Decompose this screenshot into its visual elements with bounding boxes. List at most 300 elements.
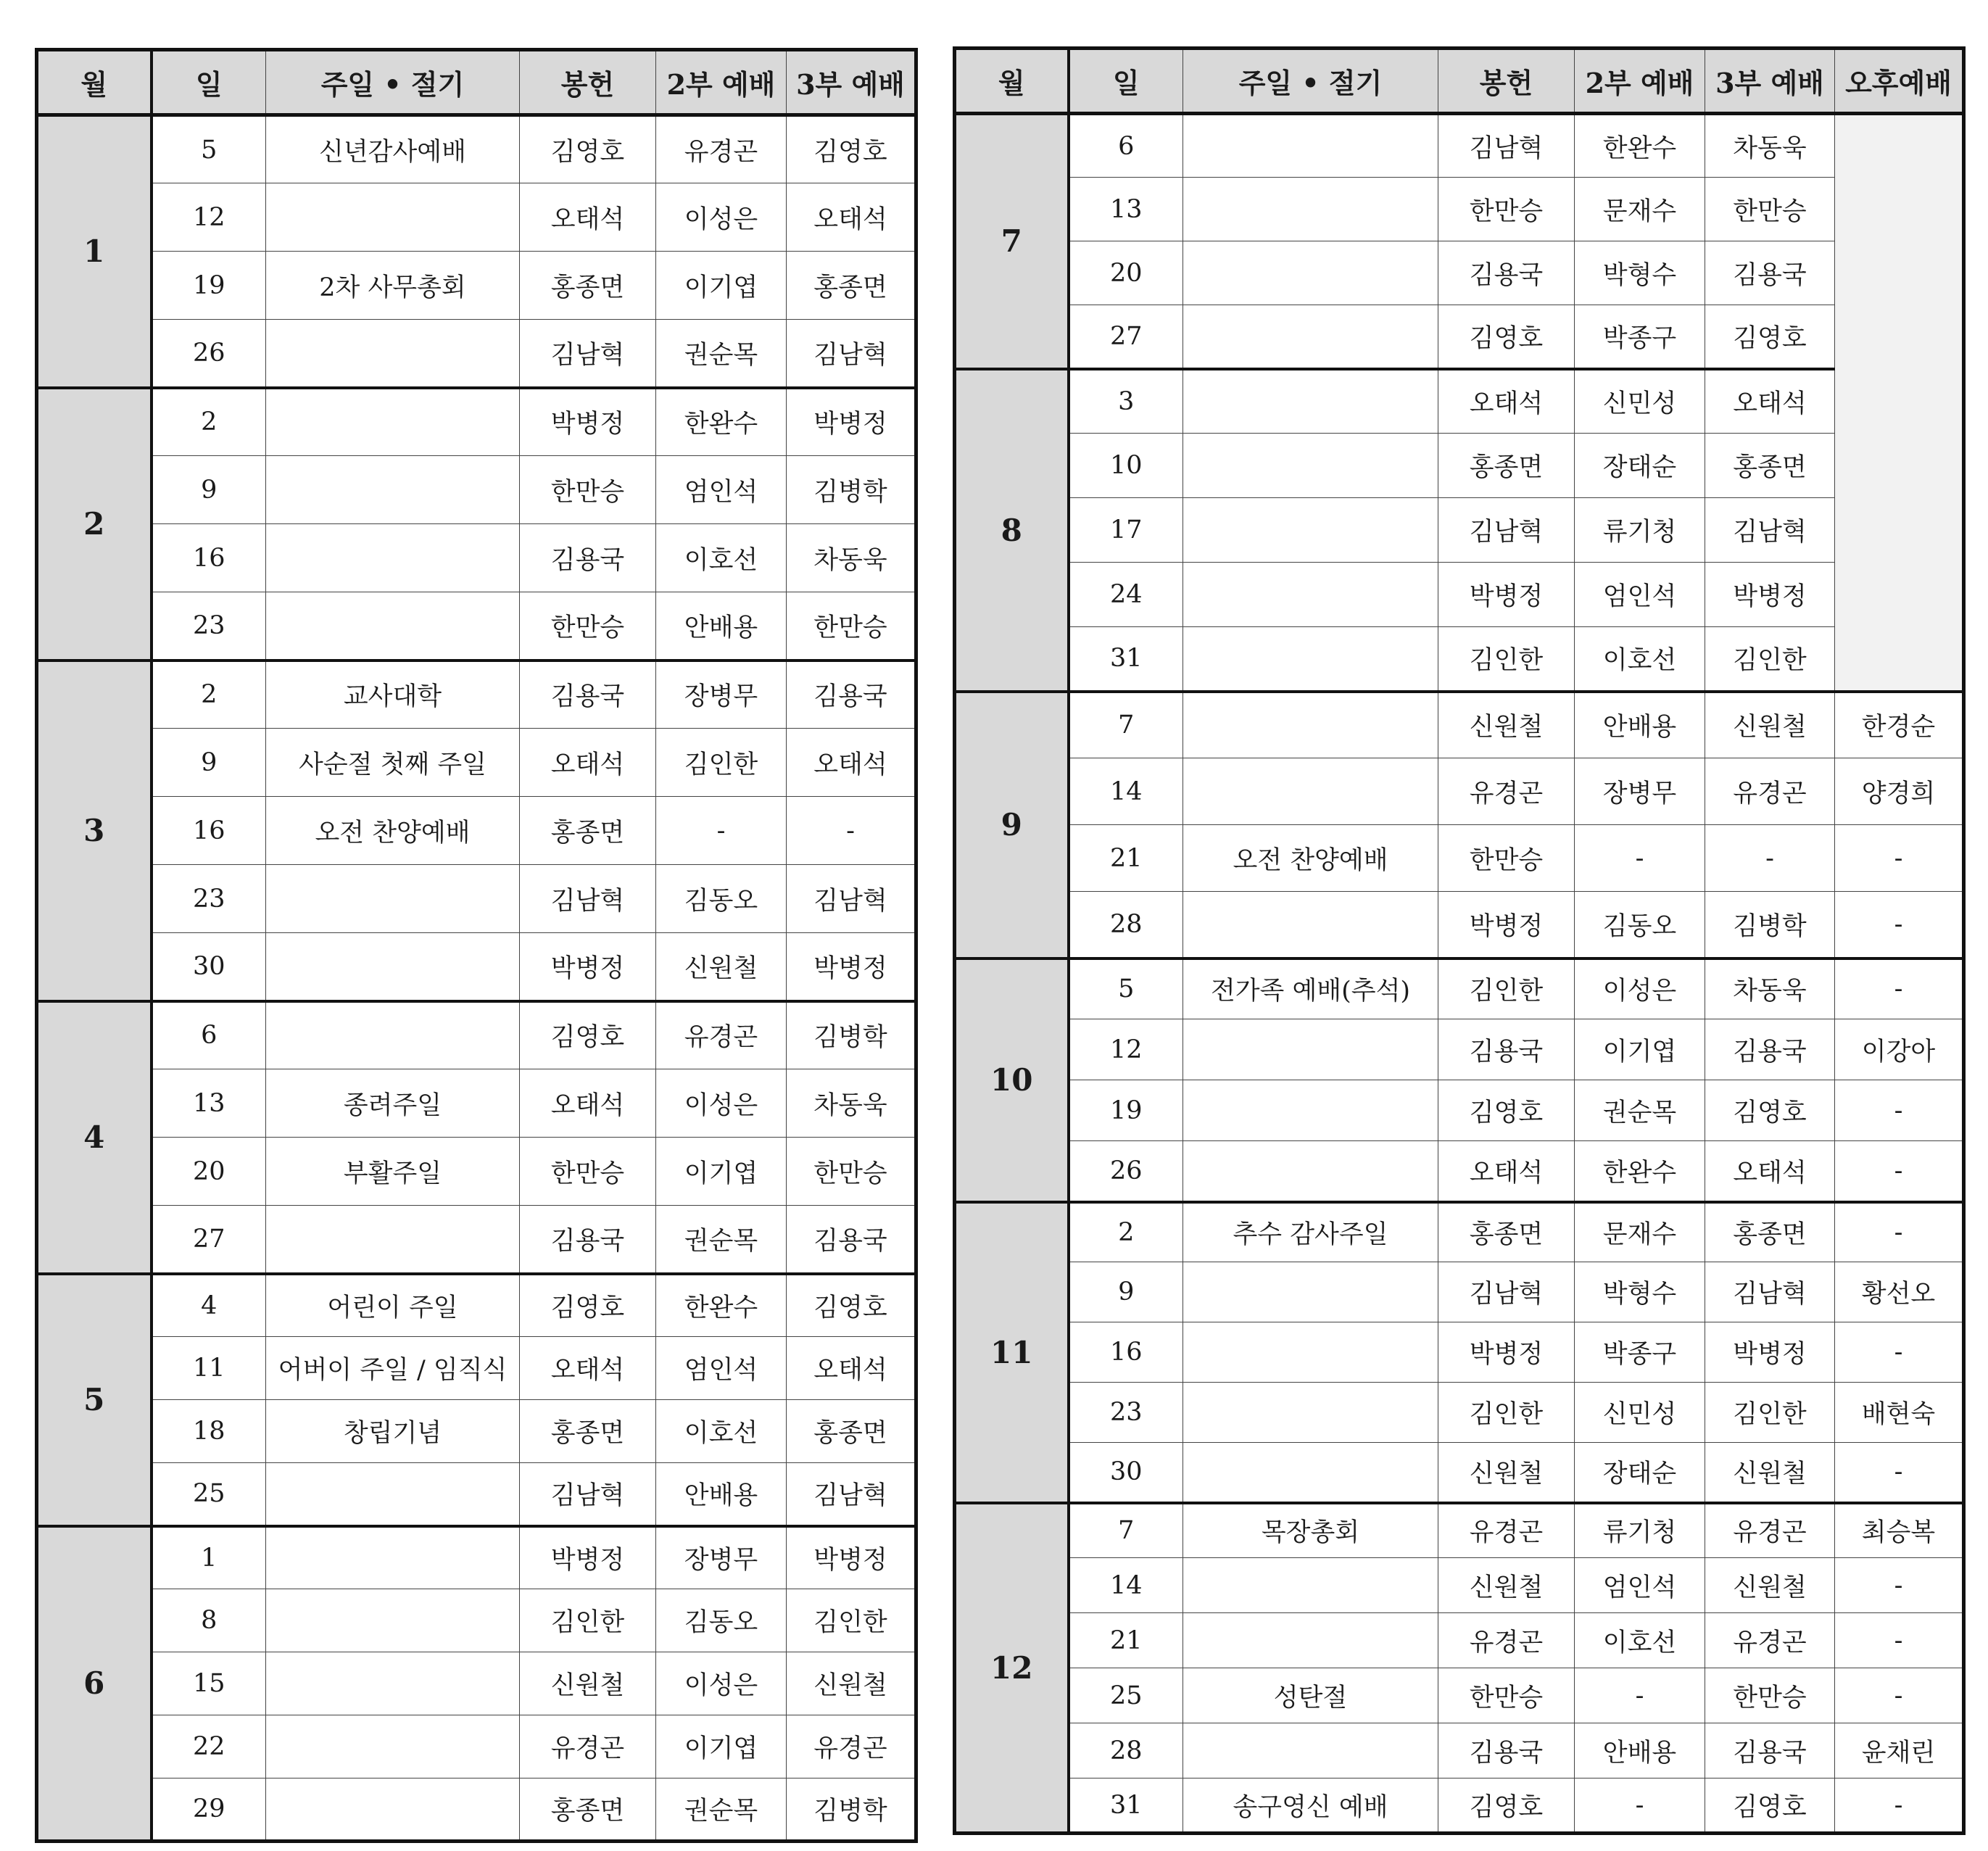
service-3-cell: 차동욱 [787, 524, 916, 592]
service-2-cell: 김동오 [656, 865, 787, 933]
service-3-cell: 김병학 [1705, 892, 1835, 958]
offering-cell: 박병정 [1438, 563, 1575, 627]
offering-cell: 신원철 [520, 1652, 656, 1715]
offering-cell: 김영호 [520, 1001, 656, 1069]
offering-cell: 한만승 [1438, 178, 1575, 241]
day-cell: 25 [1069, 1668, 1183, 1723]
header-month: 월 [37, 50, 152, 115]
event-cell [1183, 1141, 1438, 1202]
day-cell: 19 [152, 252, 266, 320]
table-row [37, 865, 916, 933]
table-row [37, 388, 916, 456]
day-cell: 21 [1069, 825, 1183, 892]
table-row [37, 797, 916, 865]
service-2-cell: 이기엽 [656, 1715, 787, 1778]
day-cell: 20 [152, 1138, 266, 1206]
month-cell: 10 [955, 958, 1069, 1202]
table-row [955, 1322, 1964, 1383]
service-3-cell: 김영호 [1705, 1080, 1835, 1141]
month-cell: 4 [37, 1001, 152, 1274]
table-row [37, 592, 916, 661]
service-2-cell: 엄인석 [1575, 563, 1705, 627]
offering-cell: 김남혁 [1438, 114, 1575, 178]
service-2-cell: 장병무 [656, 661, 787, 729]
table-row [37, 933, 916, 1001]
table-row [37, 1463, 916, 1526]
day-cell: 2 [152, 661, 266, 729]
service-3-cell: 신원철 [787, 1652, 916, 1715]
service-3-cell: 김용국 [1705, 241, 1835, 305]
offering-cell: 유경곤 [520, 1715, 656, 1778]
event-cell [266, 1526, 520, 1589]
header-offering: 봉헌 [520, 50, 656, 115]
offering-cell: 홍종면 [520, 1400, 656, 1463]
offering-cell: 김남혁 [1438, 498, 1575, 563]
service-3-cell: 오태석 [787, 183, 916, 252]
day-cell: 12 [152, 183, 266, 252]
month-cell: 3 [37, 661, 152, 1001]
table-row [37, 1400, 916, 1463]
day-cell: 9 [1069, 1262, 1183, 1322]
header-month: 월 [955, 49, 1069, 114]
day-cell: 31 [1069, 627, 1183, 692]
month-cell: 7 [955, 114, 1069, 369]
event-cell [1183, 1558, 1438, 1613]
event-cell [1183, 1322, 1438, 1383]
offering-cell: 박병정 [520, 388, 656, 456]
day-cell: 28 [1069, 892, 1183, 958]
service-2-cell: 장태순 [1575, 1443, 1705, 1503]
service-2-cell: 이호선 [1575, 627, 1705, 692]
table-row [955, 1723, 1964, 1778]
event-cell: 목장총회 [1183, 1503, 1438, 1558]
table-row [37, 1715, 916, 1778]
table-row [955, 369, 1964, 434]
offering-cell: 홍종면 [520, 1778, 656, 1842]
afternoon-service-cell: - [1835, 958, 1964, 1019]
day-cell: 7 [1069, 692, 1183, 758]
service-2-cell: 안배용 [1575, 1723, 1705, 1778]
schedule-table-jan-jun [35, 48, 918, 1843]
table-row [37, 1274, 916, 1337]
table-row [955, 958, 1964, 1019]
offering-cell: 박병정 [1438, 892, 1575, 958]
offering-cell: 오태석 [520, 729, 656, 797]
header-afternoon-service: 오후예배 [1835, 49, 1964, 114]
table-body [955, 114, 1964, 1834]
day-cell: 24 [1069, 563, 1183, 627]
afternoon-service-cell: - [1835, 1080, 1964, 1141]
service-2-cell: 장병무 [656, 1526, 787, 1589]
day-cell: 13 [152, 1069, 266, 1138]
event-cell: 교사대학 [266, 661, 520, 729]
day-cell: 29 [152, 1778, 266, 1842]
service-3-cell: 김남혁 [1705, 1262, 1835, 1322]
afternoon-service-cell: 이강아 [1835, 1019, 1964, 1080]
table-row [955, 627, 1964, 692]
service-2-cell: 신민성 [1575, 1383, 1705, 1443]
header-row [37, 50, 916, 115]
service-2-cell: 장태순 [1575, 434, 1705, 498]
service-3-cell: 차동욱 [1705, 958, 1835, 1019]
service-2-cell: 권순목 [1575, 1080, 1705, 1141]
service-2-cell: 엄인석 [1575, 1558, 1705, 1613]
header-offering: 봉헌 [1438, 49, 1575, 114]
offering-cell: 신원철 [1438, 1443, 1575, 1503]
offering-cell: 한만승 [520, 456, 656, 524]
event-cell [1183, 1613, 1438, 1668]
event-cell [266, 456, 520, 524]
service-2-cell: 박종구 [1575, 305, 1705, 369]
afternoon-service-cell: - [1835, 1141, 1964, 1202]
service-2-cell: 한완수 [1575, 114, 1705, 178]
offering-cell: 유경곤 [1438, 758, 1575, 825]
service-3-cell: 신원철 [1705, 1558, 1835, 1613]
header-row [955, 49, 1964, 114]
event-cell [1183, 627, 1438, 692]
service-2-cell: 이성은 [656, 183, 787, 252]
service-3-cell: 한만승 [787, 592, 916, 661]
table-row [955, 892, 1964, 958]
table-row [37, 183, 916, 252]
table-row [955, 434, 1964, 498]
event-cell [1183, 1262, 1438, 1322]
day-cell: 10 [1069, 434, 1183, 498]
service-2-cell: 이기엽 [1575, 1019, 1705, 1080]
offering-cell: 홍종면 [520, 797, 656, 865]
event-cell: 오전 찬양예배 [266, 797, 520, 865]
table-row [955, 1778, 1964, 1834]
service-2-cell: 이호선 [1575, 1613, 1705, 1668]
service-2-cell: 이호선 [656, 1400, 787, 1463]
service-2-cell: 김동오 [1575, 892, 1705, 958]
service-3-cell: 박병정 [1705, 1322, 1835, 1383]
service-2-cell: 안배용 [1575, 692, 1705, 758]
table-body [37, 115, 916, 1842]
service-2-cell: 김인한 [656, 729, 787, 797]
header-service-3: 3부 예배 [1705, 49, 1835, 114]
offering-cell: 박병정 [520, 1526, 656, 1589]
event-cell [266, 1001, 520, 1069]
service-3-cell: 김영호 [787, 115, 916, 183]
table-row [37, 320, 916, 388]
event-cell [266, 1589, 520, 1652]
table-row [955, 1262, 1964, 1322]
offering-cell: 김남혁 [520, 1463, 656, 1526]
table-row [37, 1337, 916, 1400]
afternoon-service-blank [1835, 114, 1964, 692]
service-3-cell: 김남혁 [787, 320, 916, 388]
afternoon-service-cell: - [1835, 1443, 1964, 1503]
offering-cell: 김인한 [1438, 627, 1575, 692]
service-3-cell: 오태석 [1705, 1141, 1835, 1202]
table-row [37, 1526, 916, 1589]
service-2-cell: 박종구 [1575, 1322, 1705, 1383]
day-cell: 17 [1069, 498, 1183, 563]
service-3-cell: 김남혁 [1705, 498, 1835, 563]
table-row [37, 252, 916, 320]
offering-cell: 한만승 [520, 592, 656, 661]
offering-cell: 오태석 [1438, 369, 1575, 434]
afternoon-service-cell: - [1835, 1778, 1964, 1834]
offering-cell: 오태석 [1438, 1141, 1575, 1202]
afternoon-service-cell: 한경순 [1835, 692, 1964, 758]
event-cell: 전가족 예배(추석) [1183, 958, 1438, 1019]
service-3-cell: 오태석 [787, 729, 916, 797]
service-3-cell: 박병정 [787, 933, 916, 1001]
event-cell: 어버이 주일 / 임직식 [266, 1337, 520, 1400]
table-row [955, 1202, 1964, 1262]
afternoon-service-cell: - [1835, 1322, 1964, 1383]
event-cell [266, 183, 520, 252]
table-row [955, 114, 1964, 178]
event-cell: 부활주일 [266, 1138, 520, 1206]
offering-cell: 오태석 [520, 1069, 656, 1138]
table-row [955, 758, 1964, 825]
event-cell [1183, 1019, 1438, 1080]
day-cell: 11 [152, 1337, 266, 1400]
day-cell: 14 [1069, 758, 1183, 825]
offering-cell: 김인한 [1438, 958, 1575, 1019]
service-2-cell: 이기엽 [656, 252, 787, 320]
month-cell: 9 [955, 692, 1069, 958]
day-cell: 25 [152, 1463, 266, 1526]
day-cell: 23 [152, 592, 266, 661]
afternoon-service-cell: - [1835, 1558, 1964, 1613]
service-2-cell: 한완수 [656, 1274, 787, 1337]
event-cell [1183, 563, 1438, 627]
afternoon-service-cell: 양경희 [1835, 758, 1964, 825]
table-row [955, 563, 1964, 627]
day-cell: 16 [1069, 1322, 1183, 1383]
day-cell: 9 [152, 456, 266, 524]
service-3-cell: - [787, 797, 916, 865]
day-cell: 20 [1069, 241, 1183, 305]
service-3-cell: 유경곤 [1705, 1503, 1835, 1558]
event-cell [1183, 692, 1438, 758]
service-3-cell: 김인한 [787, 1589, 916, 1652]
event-cell: 종려주일 [266, 1069, 520, 1138]
service-2-cell: 이호선 [656, 524, 787, 592]
service-3-cell: 김영호 [787, 1274, 916, 1337]
day-cell: 26 [1069, 1141, 1183, 1202]
event-cell [1183, 758, 1438, 825]
service-3-cell: 김인한 [1705, 627, 1835, 692]
offering-cell: 김남혁 [520, 320, 656, 388]
service-2-cell: - [656, 797, 787, 865]
month-cell: 5 [37, 1274, 152, 1526]
event-cell [1183, 114, 1438, 178]
service-2-cell: 엄인석 [656, 1337, 787, 1400]
event-cell [1183, 1443, 1438, 1503]
table-row [37, 1206, 916, 1274]
service-3-cell: 신원철 [1705, 692, 1835, 758]
header-service-2: 2부 예배 [656, 50, 787, 115]
day-cell: 13 [1069, 178, 1183, 241]
event-cell: 창립기념 [266, 1400, 520, 1463]
event-cell: 2차 사무총회 [266, 252, 520, 320]
service-3-cell: 김남혁 [787, 865, 916, 933]
service-3-cell: 김용국 [787, 661, 916, 729]
day-cell: 30 [152, 933, 266, 1001]
day-cell: 5 [1069, 958, 1183, 1019]
service-2-cell: 신민성 [1575, 369, 1705, 434]
month-cell: 2 [37, 388, 152, 661]
day-cell: 26 [152, 320, 266, 388]
service-2-cell: - [1575, 825, 1705, 892]
day-cell: 7 [1069, 1503, 1183, 1558]
header-service-2: 2부 예배 [1575, 49, 1705, 114]
service-2-cell: 장병무 [1575, 758, 1705, 825]
offering-cell: 홍종면 [520, 252, 656, 320]
service-3-cell: 유경곤 [1705, 758, 1835, 825]
day-cell: 21 [1069, 1613, 1183, 1668]
event-cell [1183, 241, 1438, 305]
service-3-cell: 김인한 [1705, 1383, 1835, 1443]
event-cell [266, 1715, 520, 1778]
day-cell: 27 [152, 1206, 266, 1274]
offering-cell: 김용국 [520, 661, 656, 729]
table-row [955, 1141, 1964, 1202]
day-cell: 19 [1069, 1080, 1183, 1141]
table-row [955, 1668, 1964, 1723]
service-3-cell: 한만승 [1705, 178, 1835, 241]
offering-cell: 김영호 [1438, 1778, 1575, 1834]
month-cell: 6 [37, 1526, 152, 1842]
offering-cell: 유경곤 [1438, 1613, 1575, 1668]
service-2-cell: 권순목 [656, 1206, 787, 1274]
day-cell: 27 [1069, 305, 1183, 369]
day-cell: 5 [152, 115, 266, 183]
service-2-cell: 권순목 [656, 320, 787, 388]
month-cell: 8 [955, 369, 1069, 692]
service-3-cell: 유경곤 [1705, 1613, 1835, 1668]
table-row [37, 456, 916, 524]
afternoon-service-cell: - [1835, 1202, 1964, 1262]
service-3-cell: 홍종면 [787, 252, 916, 320]
event-cell: 송구영신 예배 [1183, 1778, 1438, 1834]
header-day: 일 [1069, 49, 1183, 114]
service-3-cell: 박병정 [1705, 563, 1835, 627]
table-row [37, 1138, 916, 1206]
offering-cell: 한만승 [1438, 825, 1575, 892]
offering-cell: 홍종면 [1438, 434, 1575, 498]
service-3-cell: 김병학 [787, 1778, 916, 1842]
offering-cell: 오태석 [520, 1337, 656, 1400]
offering-cell: 김인한 [520, 1589, 656, 1652]
offering-cell: 한만승 [1438, 1668, 1575, 1723]
event-cell: 성탄절 [1183, 1668, 1438, 1723]
service-2-cell: 이성은 [1575, 958, 1705, 1019]
event-cell [1183, 178, 1438, 241]
event-cell: 어린이 주일 [266, 1274, 520, 1337]
day-cell: 4 [152, 1274, 266, 1337]
header-day: 일 [152, 50, 266, 115]
day-cell: 28 [1069, 1723, 1183, 1778]
table-row [955, 305, 1964, 369]
service-3-cell: 김용국 [787, 1206, 916, 1274]
service-3-cell: 김병학 [787, 456, 916, 524]
offering-cell: 김남혁 [520, 865, 656, 933]
afternoon-service-cell: - [1835, 1613, 1964, 1668]
offering-cell: 김용국 [1438, 1723, 1575, 1778]
event-cell [266, 592, 520, 661]
service-3-cell: 박병정 [787, 388, 916, 456]
service-3-cell: 김병학 [787, 1001, 916, 1069]
table-row [955, 692, 1964, 758]
service-2-cell: 안배용 [656, 1463, 787, 1526]
service-3-cell: 한만승 [1705, 1668, 1835, 1723]
service-2-cell: 박형수 [1575, 241, 1705, 305]
table-row [37, 524, 916, 592]
table-row [955, 1080, 1964, 1141]
offering-cell: 김영호 [1438, 1080, 1575, 1141]
day-cell: 18 [152, 1400, 266, 1463]
table-row [37, 661, 916, 729]
table-row [955, 1503, 1964, 1558]
day-cell: 16 [152, 524, 266, 592]
service-2-cell: 이성은 [656, 1069, 787, 1138]
table-row [955, 1383, 1964, 1443]
service-2-cell: 문재수 [1575, 1202, 1705, 1262]
day-cell: 12 [1069, 1019, 1183, 1080]
service-3-cell: 오태석 [787, 1337, 916, 1400]
offering-cell: 신원철 [1438, 692, 1575, 758]
table-row [37, 729, 916, 797]
afternoon-service-cell: 최승복 [1835, 1503, 1964, 1558]
service-2-cell: 유경곤 [656, 115, 787, 183]
month-cell: 12 [955, 1503, 1069, 1834]
table-row [955, 1019, 1964, 1080]
service-3-cell: - [1705, 825, 1835, 892]
header-event: 주일 • 절기 [1183, 49, 1438, 114]
event-cell [266, 865, 520, 933]
table-row [955, 1443, 1964, 1503]
event-cell [266, 388, 520, 456]
day-cell: 1 [152, 1526, 266, 1589]
table-row [37, 1778, 916, 1842]
offering-cell: 김용국 [520, 524, 656, 592]
table-row [955, 498, 1964, 563]
service-3-cell: 홍종면 [1705, 1202, 1835, 1262]
service-3-cell: 신원철 [1705, 1443, 1835, 1503]
service-2-cell: 신원철 [656, 933, 787, 1001]
service-2-cell: - [1575, 1778, 1705, 1834]
day-cell: 3 [1069, 369, 1183, 434]
service-3-cell: 오태석 [1705, 369, 1835, 434]
day-cell: 6 [152, 1001, 266, 1069]
event-cell [1183, 1080, 1438, 1141]
afternoon-service-cell: - [1835, 1668, 1964, 1723]
offering-cell: 김용국 [1438, 241, 1575, 305]
offering-cell: 박병정 [520, 933, 656, 1001]
afternoon-service-cell: 윤채린 [1835, 1723, 1964, 1778]
service-3-cell: 차동욱 [787, 1069, 916, 1138]
day-cell: 14 [1069, 1558, 1183, 1613]
day-cell: 30 [1069, 1443, 1183, 1503]
offering-cell: 유경곤 [1438, 1503, 1575, 1558]
day-cell: 31 [1069, 1778, 1183, 1834]
day-cell: 9 [152, 729, 266, 797]
service-2-cell: 박형수 [1575, 1262, 1705, 1322]
event-cell [1183, 1723, 1438, 1778]
event-cell [1183, 434, 1438, 498]
service-3-cell: 한만승 [787, 1138, 916, 1206]
service-2-cell: 문재수 [1575, 178, 1705, 241]
event-cell [1183, 498, 1438, 563]
service-2-cell: 권순목 [656, 1778, 787, 1842]
table-row [955, 825, 1964, 892]
